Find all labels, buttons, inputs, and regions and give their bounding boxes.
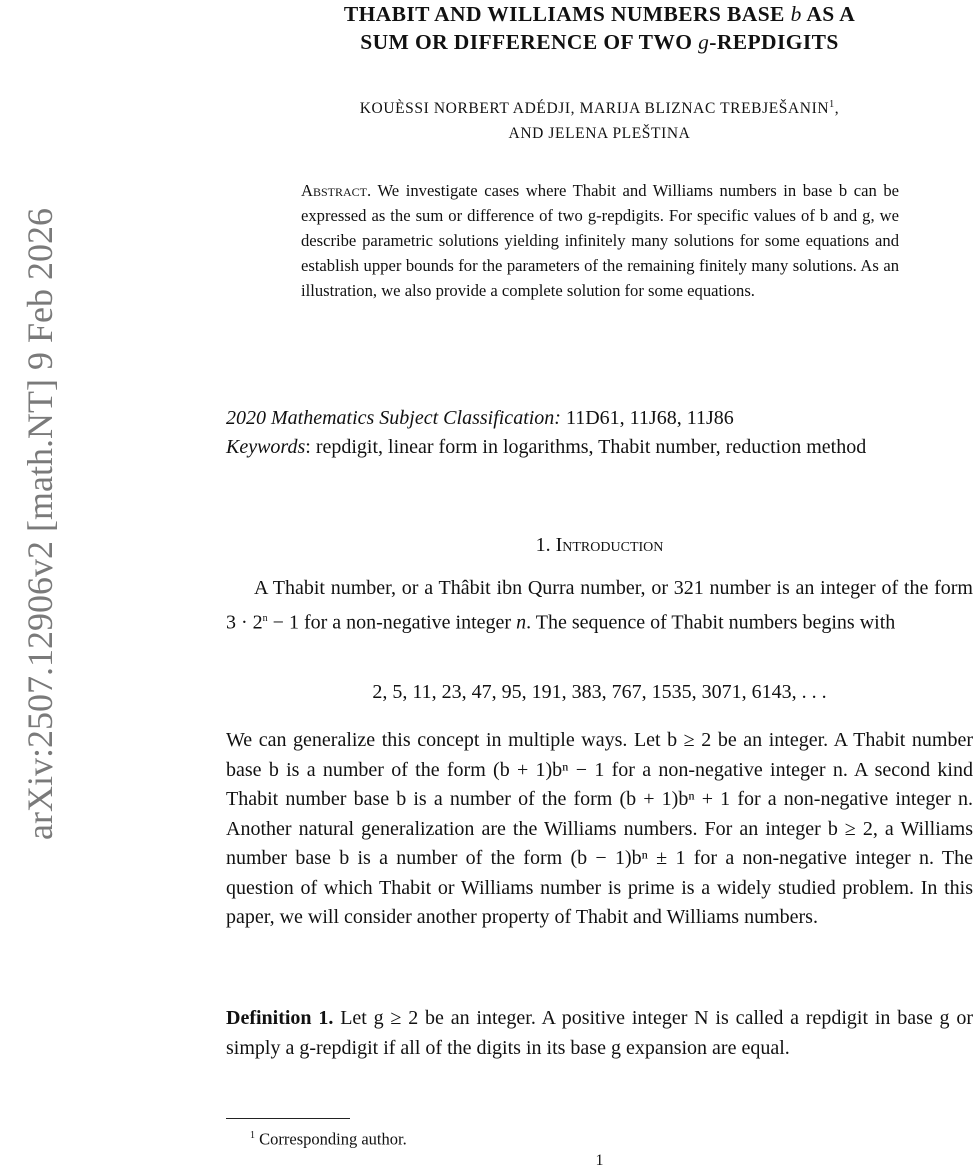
- arxiv-side-stamp: arXiv:2507.12906v2 [math.NT] 9 Feb 2026: [20, 208, 60, 840]
- intro-paragraph-2: We can generalize this concept in multiple ways. Let b ≥ 2 be an integer. A Thabit number base b is a number of the form (b + 1)bⁿ − 1 for a non-negative integer n. A second kind Thabit number base b is a number of the form (b + 1)bⁿ + 1 for a non-negative integer n. Another natural generalization are the Williams numbers. For an integer b ≥ 2, a Williams number base b is a number of the form (b − 1)bⁿ ± 1 for a non-negative integer n. The question of which Thabit or Williams number is prime is a widely studied problem. In this paper, we will consider another property of Thabit and Williams numbers.: [226, 729, 973, 928]
- definition-1: [226, 1004, 973, 1063]
- abstract: [301, 178, 899, 303]
- author-list: KOUÈSSI NORBERT ADÉDJI, MARIJA BLIZNAC TREBJEŠANIN$^1$, AND JELENA PLEŠTINA: [359, 99, 840, 143]
- section-heading: 1. Introduction: [535, 534, 664, 556]
- intro-paragraph-1: A Thabit number, or a Thâbit ibn Qurra number, or 321 number is an integer of the form $3 \cdot 2^n - 1$ for a non-negative integer n. The sequence of Thabit numbers begins with: [226, 577, 973, 634]
- abstract-label: Abstract.: [301, 181, 372, 200]
- definition-text: Let g ≥ 2 be an integer. A positive integer N is called a repdigit in base g or simply a g-repdigit if all of the digits in its base g expansion are equal.: [226, 1007, 973, 1059]
- paper-title: THABIT AND WILLIAMS NUMBERS BASE b AS A SUM OR DIFFERENCE OF TWO g-REPDIGITS: [343, 2, 856, 54]
- abstract-text: We investigate cases where Thabit and Williams numbers in base b can be expressed as the sum or difference of two g-repdigits. For specific values of b and g, we describe parametric solutions yielding infinitely many solutions for some equations and establish upper bounds for the parameters of the remaining finitely many solutions. As an illustration, we also provide a complete solution for some equations.: [301, 181, 899, 300]
- msc-classification: 2020 Mathematics Subject Classification: 11D61, 11J68, 11J86: [226, 407, 734, 429]
- thabit-sequence: 2, 5, 11, 23, 47, 95, 191, 383, 767, 1535, 3071, 6143, . . .: [372, 681, 827, 703]
- definition-label: Definition 1.: [226, 1007, 334, 1029]
- keywords: Keywords: repdigit, linear form in logarithms, Thabit number, reduction method: [226, 436, 867, 458]
- footnote: $^1$ Corresponding author.: [250, 1129, 407, 1149]
- page-number: 1: [595, 1152, 604, 1169]
- footnote-rule: [226, 1118, 350, 1119]
